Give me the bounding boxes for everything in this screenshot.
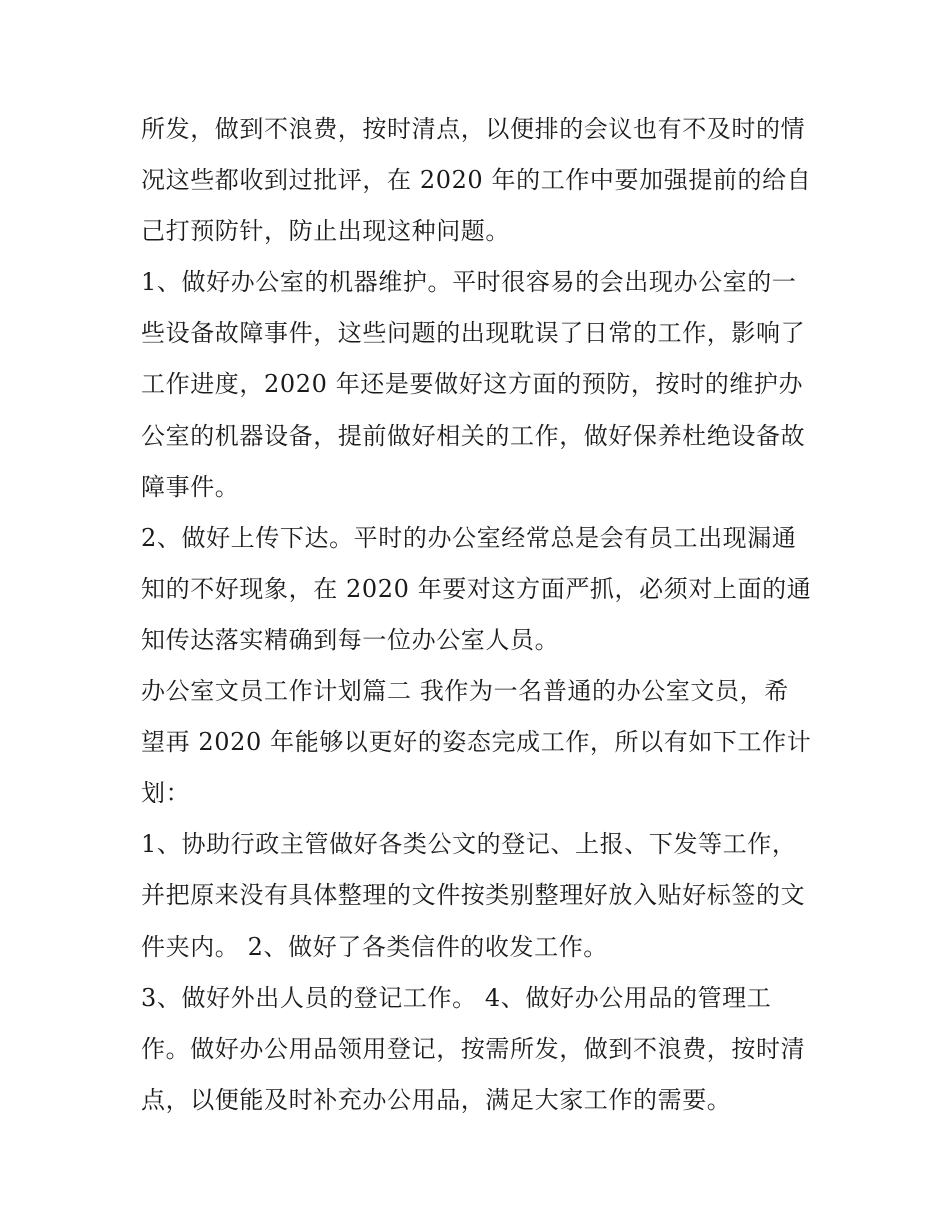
text-line: 件夹内。 2、做好了各类信件的收发工作。: [141, 932, 608, 961]
text-line: 望再 2020 年能够以更好的姿态完成工作，所以有如下工作计: [141, 728, 812, 757]
text-line: 2、做好上传下达。平时的办公室经常总是会有员工出现漏通: [141, 523, 797, 552]
text-line: 些设备故障事件，这些问题的出现耽误了日常的工作，影响了: [141, 319, 806, 348]
text-line: 知的不好现象，在 2020 年要对这方面严抓，必须对上面的通: [141, 574, 812, 603]
text-line: 点，以便能及时补充办公用品，满足大家工作的需要。: [141, 1085, 732, 1114]
document-body: [141, 104, 821, 1126]
text-line: 知传达落实精确到每一位办公室人员。: [141, 625, 560, 654]
text-line: 划：: [141, 779, 191, 808]
text-line: 作。做好办公用品领用登记，按需所发，做到不浪费，按时清: [141, 1034, 806, 1063]
text-line: 所发，做到不浪费，按时清点，以便排的会议也有不及时的情: [141, 115, 806, 143]
text-line: 1、做好办公室的机器维护。平时很容易的会出现办公室的一: [141, 268, 797, 297]
text-line: 办公室文员工作计划篇二 我作为一名普通的办公室文员，希: [141, 677, 789, 706]
text-line: 障事件。: [141, 472, 240, 501]
text-line: 公室的机器设备，提前做好相关的工作，做好保养杜绝设备故: [141, 421, 806, 450]
text-line: 1、协助行政主管做好各类公文的登记、上报、下发等工作，: [141, 830, 797, 859]
text-line: 3、做好外出人员的登记工作。 4、做好办公用品的管理工: [141, 983, 772, 1012]
text-line: 况这些都收到过批评，在 2020 年的工作中要加强提前的给自: [141, 166, 812, 195]
text-line: 己打预防针，防止出现这种问题。: [141, 217, 510, 246]
text-line: 工作进度，2020 年还是要做好这方面的预防，按时的维护办: [141, 370, 804, 399]
text-line: 并把原来没有具体整理的文件按类别整理好放入贴好标签的文: [141, 881, 806, 910]
